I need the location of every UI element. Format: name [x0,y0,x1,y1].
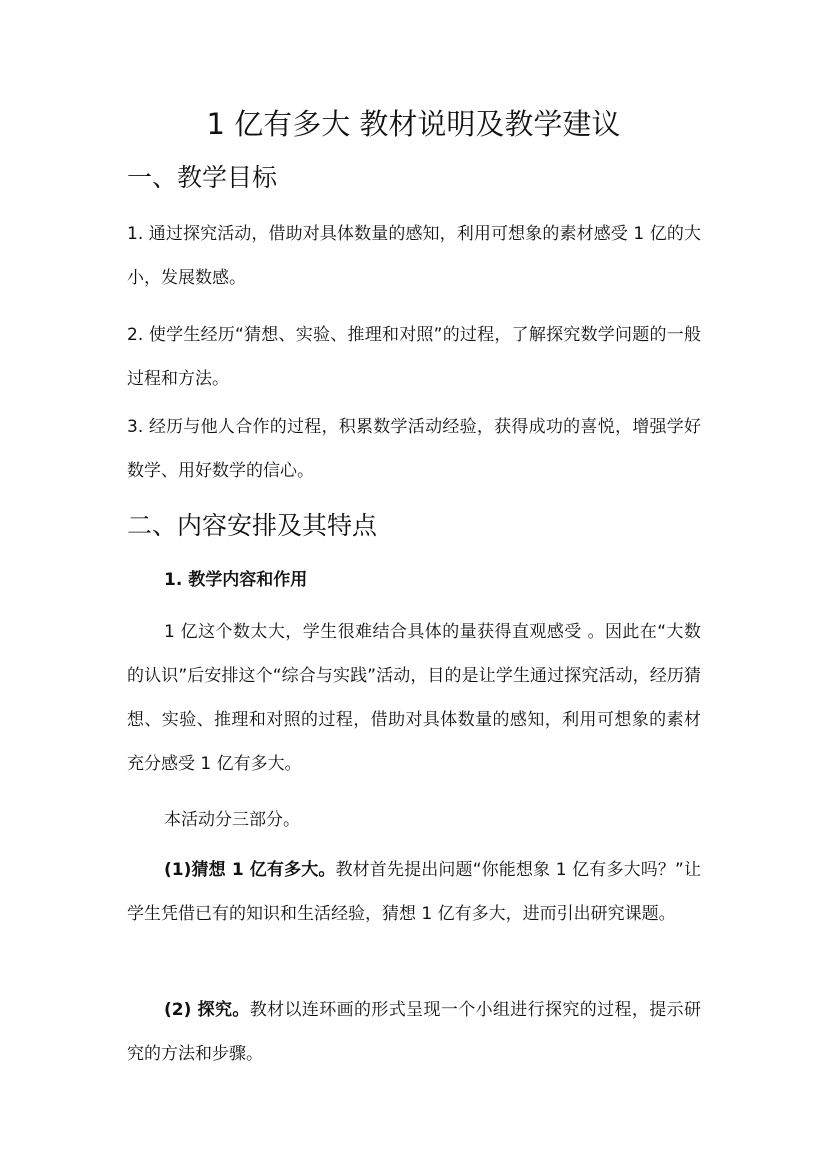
part-2-lead: (2) 探究。 [164,1000,250,1020]
section-heading-teaching-goals: 一、教学目标 [127,163,278,192]
part-1-lead: (1)猜想 1 亿有多大。 [164,860,336,880]
activity-parts-intro: 本活动分三部分。 [164,810,300,830]
part-1-paragraph [127,848,701,936]
content-paragraph: 1 亿这个数太大，学生很难结合具体的量获得直观感受 。因此在“大数的认识”后安排这个“综合与实践”活动，目的是让学生通过探究活动，经历猜想、实验、推理和对照的过程，借助对具体数量的感知，利用可想象的素材充分感受 1 亿有多大。 [127,622,701,774]
section-heading-content: 二、内容安排及其特点 [127,511,378,540]
subsection-heading: 1. 教学内容和作用 [164,570,308,590]
part-1-text: 教材首先提出问题“你能想象 1 亿有多大吗？”让学生凭借已有的知识和生活经验，猜想 1 亿有多大，进而引出研究课题。 [127,860,701,924]
part-2-paragraph [127,988,701,1076]
document-title: 1 亿有多大 教材说明及教学建议 [206,107,621,141]
goal-item-1: 1. 通过探究活动，借助对具体数量的感知，利用可想象的素材感受 1 亿的大小，发展数感。 [127,224,701,288]
part-2-text: 教材以连环画的形式呈现一个小组进行探究的过程，提示研究的方法和步骤。 [127,1000,701,1064]
goal-item-2: 2. 使学生经历“猜想、实验、推理和对照”的过程，了解探究数学问题的一般过程和方法。 [127,325,701,389]
goal-item-3: 3. 经历与他人合作的过程，积累数学活动经验，获得成功的喜悦，增强学好数学、用好数学的信心。 [127,417,701,481]
